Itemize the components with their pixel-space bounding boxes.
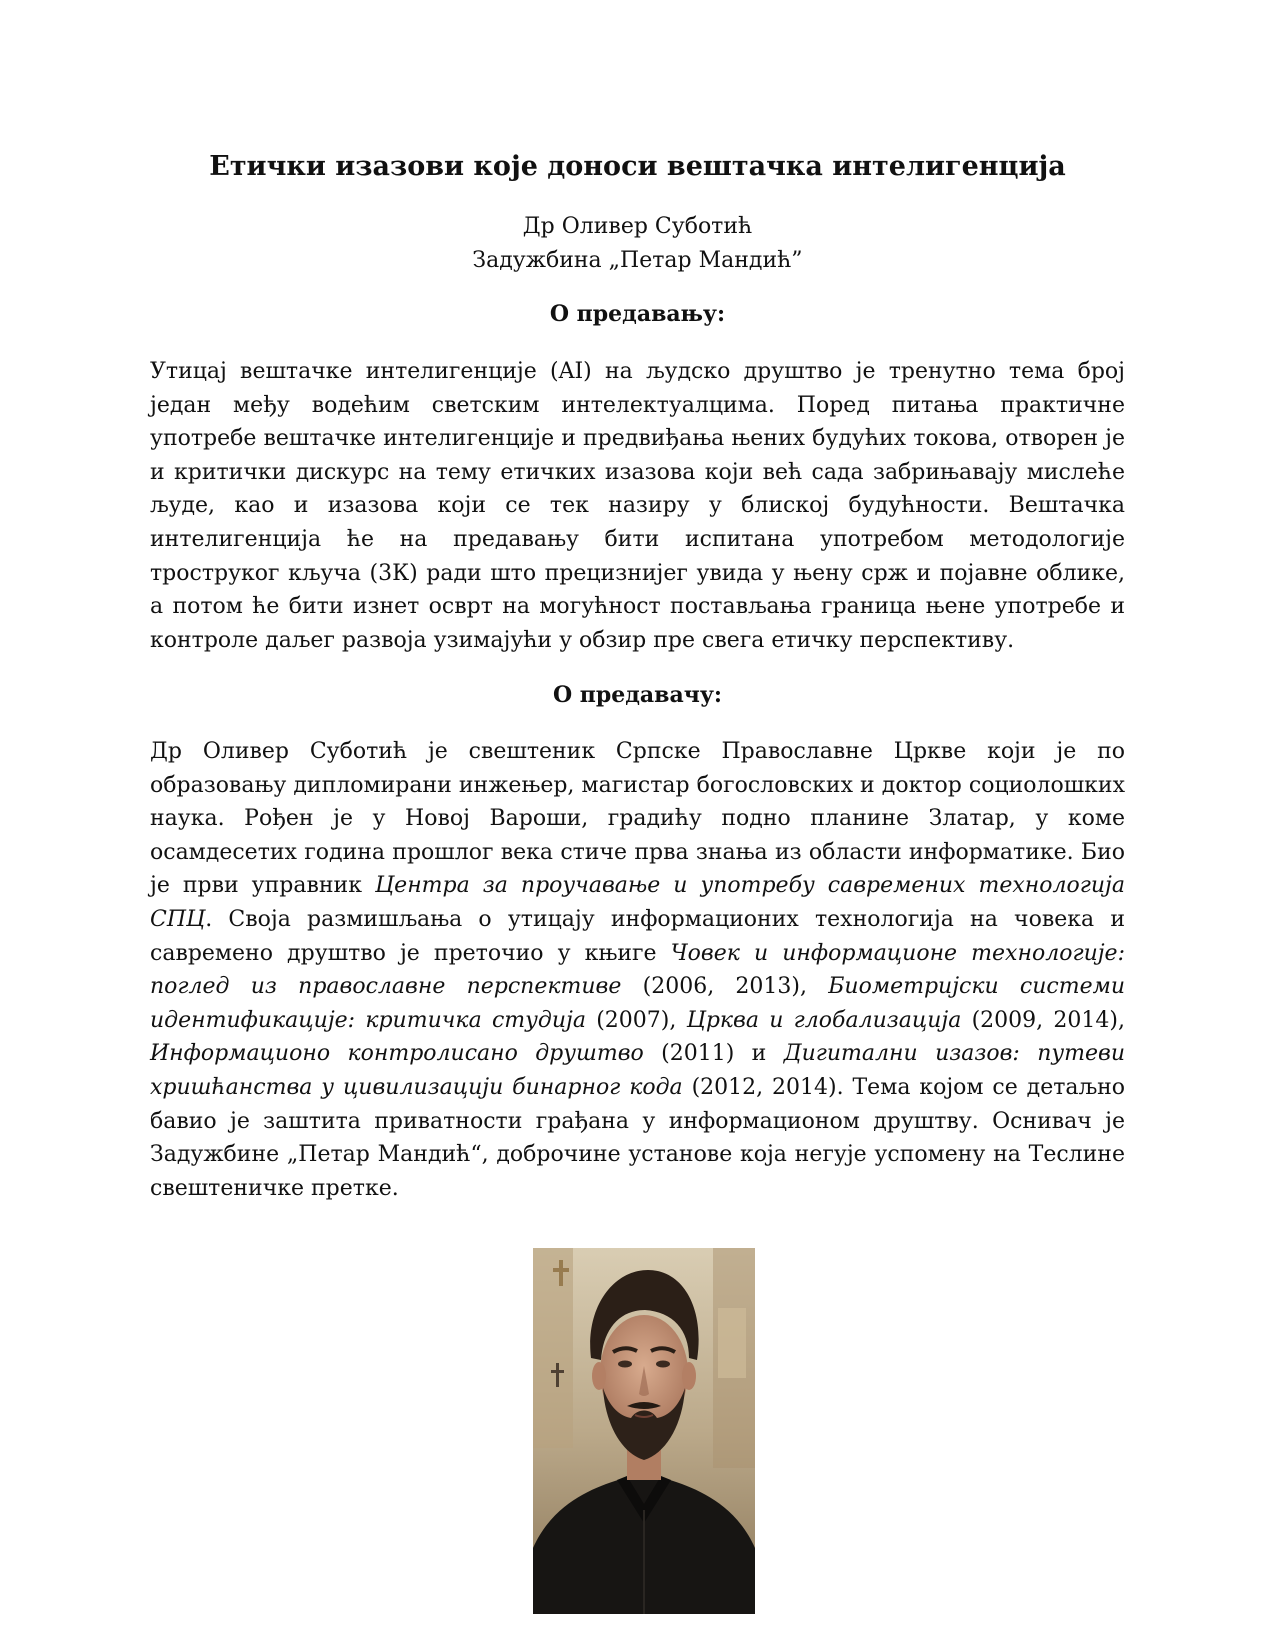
document-title: Етички изазови које доноси вештачка интелигенција xyxy=(209,151,1066,182)
portrait-illustration xyxy=(533,1248,755,1614)
author-block xyxy=(0,210,1275,278)
lecturer-text-7: (2012, 2014). Тема којом се детаљно бавио је заштита приватности грађана у информационом друштву. Оснивач је Задужбине „Петар Мандић“, доброчине установе која негује успомену на Теслине свештеничке претке. xyxy=(150,1074,1125,1201)
book-title-center: Центра за проучавање и употребу савремених технологија СПЦ xyxy=(150,873,1125,932)
lecturer-paragraph xyxy=(150,735,1125,1205)
book-title-2: Биометријски системи идентификације: критичка студија xyxy=(150,974,1126,1033)
section-heading-lecture: О предавању: xyxy=(549,301,726,327)
author-name: Др Оливер Суботић xyxy=(522,214,753,239)
lecturer-text-1: Др Оливер Суботић је свештеник Српске Православне Цркве који је по образовању дипломирани инжењер, магистар богословских и доктор социолошких наука. Рођен је у Новој Вароши, градићу подно планине Златар, у коме осамдесетих година прошлог века стиче прва знања из области информатике. Био је први управник xyxy=(150,739,1125,899)
book-title-1: Човек и информационе технологије: поглед из православне перспективе xyxy=(150,940,1125,1000)
lecturer-text-4: (2007), xyxy=(585,1007,687,1033)
lecture-paragraph: Утицај вештачке интелигенције (AI) на људско друштво је тренутно тема број један међу водећим светским интелектуалцима. Поред питања практичне употребе вештачке интелигенције и предвиђања њених будућих токова, отворен је и критички дискурс на тему етичких изазова који већ сада забрињавају мислеће људе, као и изазова који се тек назиру у блиској будућности. Вештачка интелигенција ће на предавању бити испитана употребом методологије троструког кључа (3К) ради што прецизнијег увида у њену срж и појавне облике, а потом ће бити изнет осврт на могућност постављања граница њене употребе и контроле даљег развоја узимајући у обзир пре свега етичку перспективу. xyxy=(150,359,1125,653)
book-title-4: Информационо контролисано друштво xyxy=(150,1041,644,1067)
lecturer-text-3: (2006, 2013), xyxy=(621,974,829,1000)
portrait-photo xyxy=(533,1248,755,1614)
lecturer-text-5: (2009, 2014), xyxy=(961,1007,1125,1033)
section-heading-lecturer: О предавачу: xyxy=(552,682,723,708)
lecturer-text-6: (2011) и xyxy=(643,1041,784,1067)
lecturer-text-2: . Своја размишљања о утицају информационих технологија на човека и савремено друштво је преточио у књиге xyxy=(150,906,1125,966)
author-affiliation: Задужбина „Петар Мандић” xyxy=(472,248,803,273)
book-title-3: Црква и глобализација xyxy=(686,1007,962,1033)
book-title-5: Дигитални изазов: путеви хришћанства у цивилизацији бинарног кода xyxy=(150,1041,1125,1100)
